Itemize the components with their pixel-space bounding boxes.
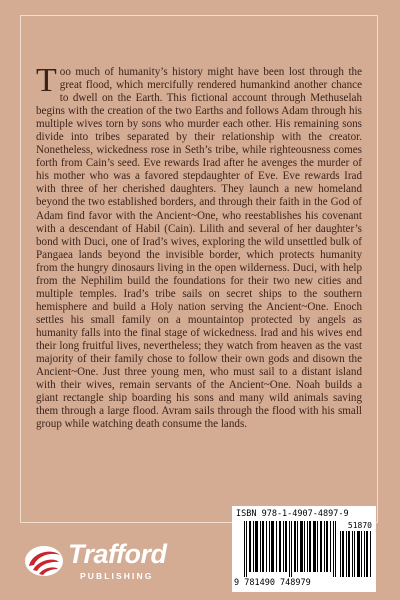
book-description-text: oo much of humanity’s history might have been lost through the great flood, which mercifully rendered humankind another chance to dwell on the Earth. This fictional account through Methuselah begins with the creation of the two Earths and follows Adam through his multiple wives torn by sons who murder each other. His remaining sons divide into tribes separated by their relationship with the creator. Nonetheless, wickedness rose in Seth’s tribe, while righteousness comes forth from Cain’s seed. Eve rewards Irad after he avenges the murder of his mother who was a favored stepdaughter of Eve. Eve rewards Irad with three of her cherished daughters. They launch a new homeland beyond the two established borders, and through their faith in the God of Adam find favor with the Ancient~One, who reestablishes his covenant with a descendant of Habil (Cain). Lilith and several of her daughter’s bond with Duci, one of Irad’s wives, exploring the wild unsettled bulk of Pangaea lands beyond the invisible border, which protects humanity from the hungry dinosaurs living in the open wilderness. Duci, with help from the Nephilim build the foundations for their two new cities and multiple temples. Irad’s tribe sails on secret ships to the southern hemisphere and build a Holy nation serving the Ancient~One. Enoch settles his small family on a mountaintop protected by angels as humanity falls into the final stage of wickedness. Irad and his wives end their long fruitful lives, nevertheless; they watch from heaven as the vast majority of their family chose to follow their own gods and disown the Ancient~One. Just three young men, who must sail to a distant island with their wives, remain servants of the Ancient~One. Noah builds a giant rectangle ship boarding his sons and many wild animals saving them through a large flood. Avram sails through the flood with his small group while watching death consume the lands. (36, 66, 362, 431)
barcode-digits: 9 781490 748979 (234, 578, 311, 588)
publisher-logo (22, 538, 212, 584)
price-code: 51870 (347, 521, 372, 530)
price-barcode-bars (340, 531, 372, 577)
ean-barcode-bars (244, 521, 336, 577)
publisher-name: Trafford (68, 539, 167, 569)
publisher-tagline: PUBLISHING (80, 571, 154, 581)
trafford-swirl-icon (22, 540, 66, 580)
book-description (36, 62, 362, 431)
isbn-label: ISBN 978-1-4907-4897-9 (236, 509, 349, 519)
drop-cap: T (36, 62, 57, 99)
isbn-barcode (232, 506, 376, 592)
